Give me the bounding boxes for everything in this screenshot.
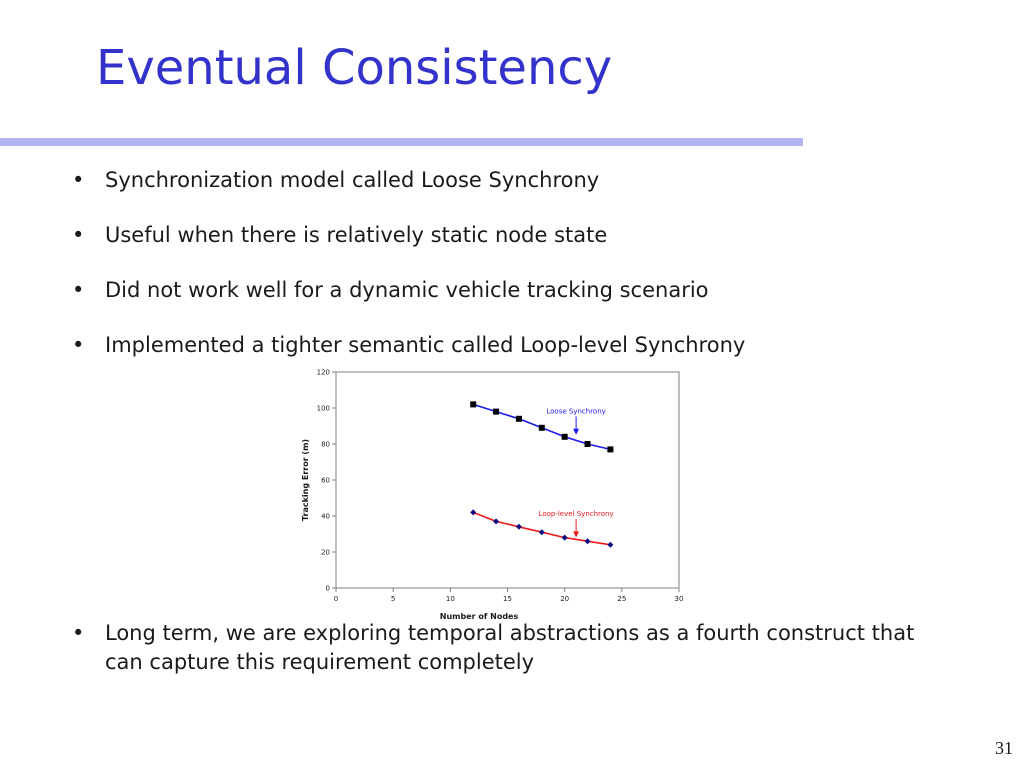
y-axis-label: Tracking Error (m) (301, 438, 310, 522)
x-tick-label: 20 (560, 595, 570, 603)
bullet-text: Useful when there is relatively static node state (105, 223, 608, 247)
chart-svg (296, 364, 696, 624)
bullet-item (72, 619, 932, 677)
y-axis (317, 369, 336, 593)
x-axis (334, 588, 684, 603)
y-tick-label: 100 (316, 404, 330, 413)
x-tick-label: 15 (503, 595, 512, 603)
x-axis-label: Number of Nodes (439, 612, 519, 621)
bullet-item (72, 331, 932, 360)
x-tick-label: 10 (445, 595, 455, 603)
bullet-glyph: • (72, 168, 85, 192)
data-point-square (493, 409, 499, 415)
tracking-error-chart (296, 364, 696, 624)
annotation-label: Loose Synchrony (546, 407, 606, 416)
y-tick-label: 0 (325, 584, 330, 593)
title-divider (0, 138, 803, 146)
y-tick-label: 60 (321, 476, 330, 485)
slide-title: Eventual Consistency (96, 40, 613, 96)
y-tick-label: 120 (316, 368, 330, 377)
bullet-list-bottom (72, 619, 932, 703)
x-tick-label: 25 (617, 595, 627, 603)
bullet-item (72, 221, 932, 250)
x-tick-label: 30 (674, 595, 684, 603)
bullet-text: Implemented a tighter semantic called Loop-level Synchrony (105, 333, 746, 357)
y-tick-label: 20 (321, 548, 330, 557)
data-point-square (562, 434, 568, 440)
data-point-square (470, 401, 476, 407)
x-tick-label: 0 (333, 595, 339, 603)
data-point-square (607, 446, 613, 452)
bullet-list-top (72, 166, 932, 386)
bullet-item (72, 166, 932, 195)
data-point-square (539, 425, 545, 431)
bullet-glyph: • (72, 278, 85, 302)
annotation-label: Loop-level Synchrony (538, 510, 614, 518)
y-tick-label: 80 (321, 440, 330, 449)
bullet-text: Synchronization model called Loose Synchrony (105, 168, 600, 192)
bullet-glyph: • (72, 621, 85, 645)
bullet-text: Long term, we are exploring temporal abstractions as a fourth construct that can capture this requirement completely (105, 621, 915, 674)
bullet-text: Did not work well for a dynamic vehicle tracking scenario (105, 278, 709, 302)
page-number: 31 (995, 738, 1013, 758)
bullet-item (72, 276, 932, 305)
data-point-square (585, 441, 591, 447)
x-tick-label: 5 (390, 595, 396, 603)
bullet-glyph: • (72, 223, 85, 247)
bullet-glyph: • (72, 333, 85, 357)
plot-area (336, 372, 679, 588)
y-tick-label: 40 (321, 512, 330, 521)
data-point-square (516, 416, 522, 422)
